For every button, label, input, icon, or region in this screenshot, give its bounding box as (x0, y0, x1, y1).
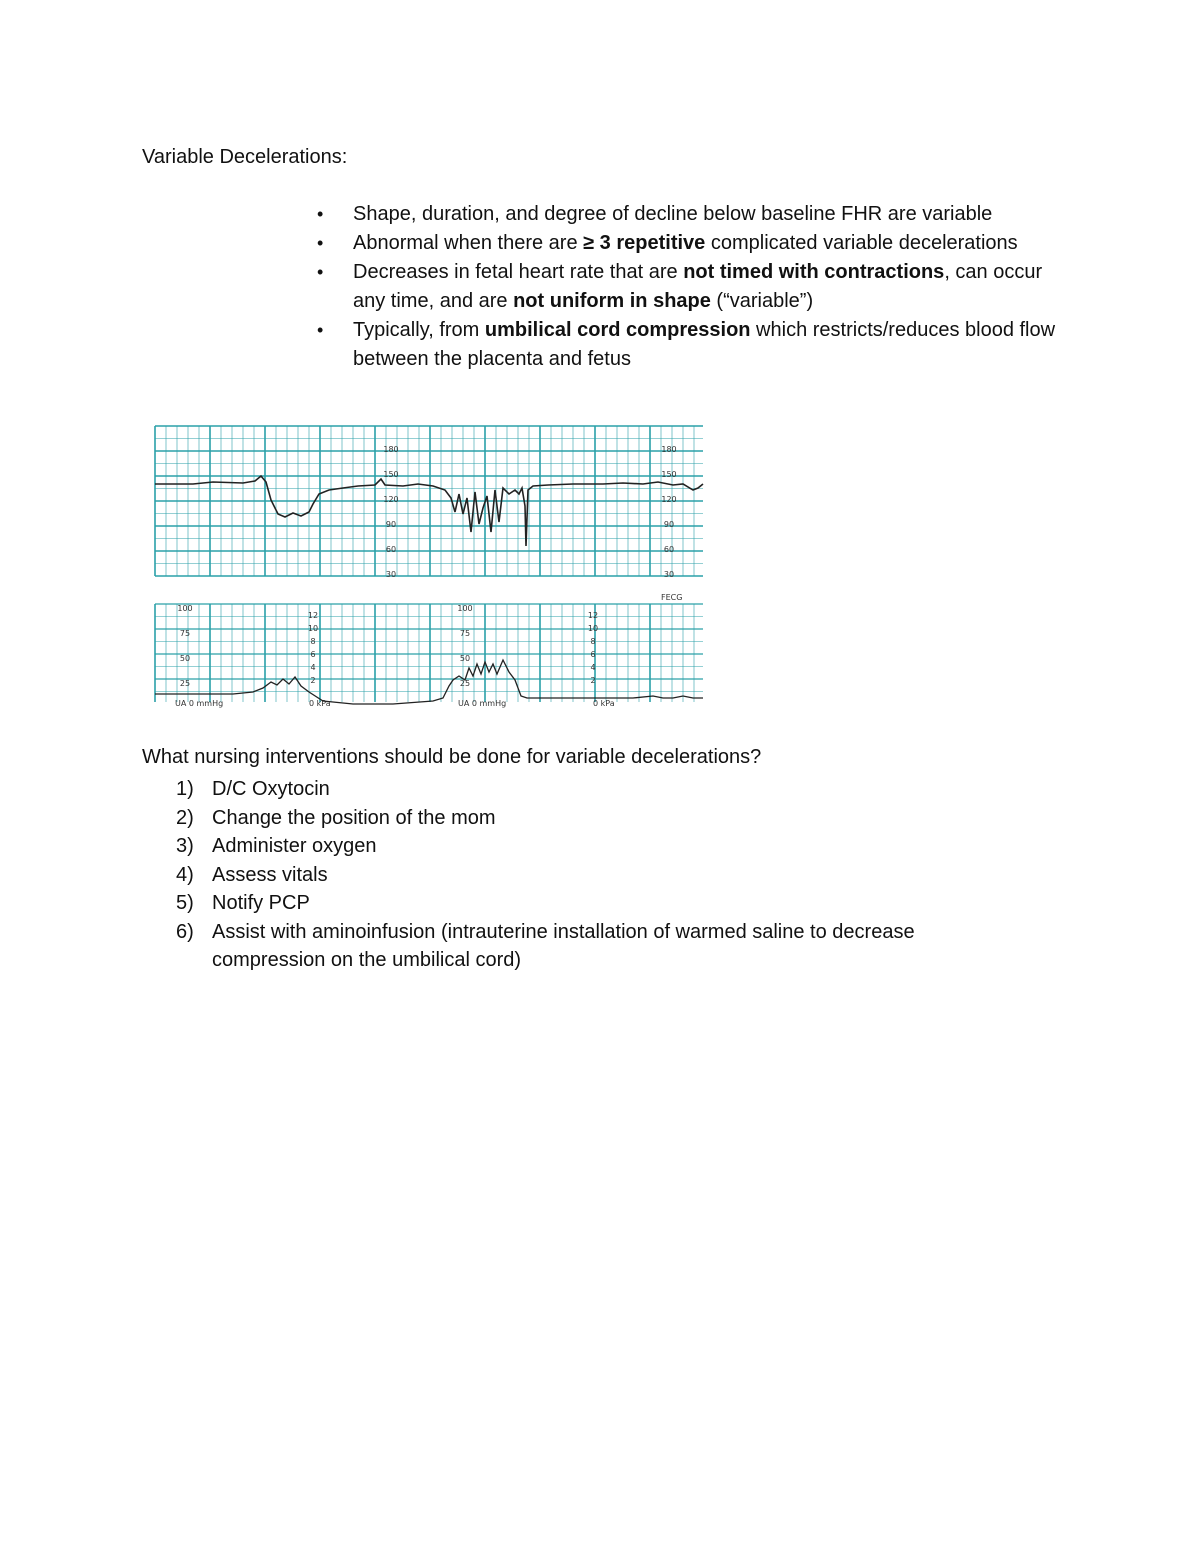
strip-label: 180 (661, 445, 677, 454)
strip-label: 90 (663, 520, 675, 529)
question-text: What nursing interventions should be done for variable decelerations? (142, 746, 762, 768)
item-text: Administer oxygen (212, 835, 377, 857)
strip-label: 0 kPa (309, 699, 331, 708)
item-text: Change the position of the mom (212, 806, 496, 829)
bold-text: umbilical cord compression (484, 319, 751, 341)
strip-label: FECG (661, 593, 683, 602)
strip-label: 100 (457, 604, 473, 613)
strip-label: 50 (179, 654, 191, 663)
text-span: Typically, from (353, 319, 485, 341)
bullet-item (353, 258, 1073, 316)
item-text: Assist with aminoinfusion (intrauterine installation of warmed saline to decrease compression on the umbilical cord) (212, 920, 915, 971)
bullet-list (353, 200, 1073, 374)
text-span: complicated variable decelerations (705, 232, 1018, 254)
item-text: Notify PCP (212, 892, 310, 914)
bullet-item (353, 316, 1073, 374)
strip-label: 150 (661, 470, 677, 479)
text-span: Shape, duration, and degree of decline below baseline FHR are variable (353, 203, 993, 225)
text-span: (“variable”) (710, 290, 814, 312)
strip-label: UA 0 mmHg (175, 699, 224, 708)
strip-label: 75 (459, 629, 471, 638)
item-number: 1) (176, 778, 194, 800)
strip-label: 8 (590, 637, 596, 646)
intervention-item (176, 918, 1032, 975)
strip-label: 60 (385, 545, 397, 554)
item-number: 2) (176, 806, 194, 829)
strip-label: 90 (385, 520, 397, 529)
item-number: 5) (176, 892, 194, 914)
strip-label: 4 (590, 663, 596, 672)
item-text: D/C Oxytocin (212, 778, 330, 800)
strip-label: 2 (590, 676, 596, 685)
strip-label: UA 0 mmHg (458, 699, 507, 708)
item-number: 4) (176, 863, 194, 886)
bullet-item (353, 200, 1073, 229)
text-span: Abnormal when there are (353, 232, 584, 254)
section-heading: Variable Decelerations: (142, 146, 348, 168)
bullet-item (353, 229, 1073, 258)
strip-label: 75 (179, 629, 191, 638)
strip-label: 25 (179, 679, 191, 688)
item-text: Assess vitals (212, 863, 328, 886)
strip-label: 10 (307, 624, 319, 633)
strip-label: 2 (310, 676, 316, 685)
item-number: 6) (176, 920, 194, 943)
strip-label: 8 (310, 637, 316, 646)
text-span: Decreases in fetal heart rate that are (353, 261, 684, 283)
strip-label: 150 (383, 470, 399, 479)
strip-label: 25 (459, 679, 471, 688)
intervention-list (176, 775, 1032, 975)
strip-label: 4 (310, 663, 316, 672)
strip-label: 120 (661, 495, 677, 504)
strip-label: 60 (663, 545, 675, 554)
bold-text: ≥ 3 repetitive (583, 232, 706, 254)
intervention-item (176, 775, 1032, 804)
strip-label: 100 (177, 604, 193, 613)
strip-label: 180 (383, 445, 399, 454)
fhr-trace (155, 476, 703, 546)
bold-text: not uniform in shape (513, 290, 711, 312)
bold-text: not timed with contractions (683, 261, 945, 283)
intervention-item (176, 804, 1032, 833)
strip-label: 10 (587, 624, 599, 633)
intervention-item (176, 832, 1032, 861)
strip-label: 12 (587, 611, 599, 620)
intervention-item (176, 861, 1032, 890)
strip-label: 50 (459, 654, 471, 663)
strip-label: 6 (590, 650, 596, 659)
text-span: , can occur any time, and are (353, 261, 1043, 312)
strip-label: 12 (307, 611, 319, 620)
intervention-item (176, 889, 1032, 918)
text-span: which restricts/reduces blood flow between the placenta and fetus (353, 319, 1056, 370)
item-number: 3) (176, 835, 194, 857)
strip-label: 0 kPa (593, 699, 615, 708)
fetal-monitor-strip (153, 424, 705, 708)
strip-label: 30 (663, 570, 675, 579)
strip-label: 120 (383, 495, 399, 504)
strip-label: 6 (310, 650, 316, 659)
strip-label: 30 (385, 570, 397, 579)
